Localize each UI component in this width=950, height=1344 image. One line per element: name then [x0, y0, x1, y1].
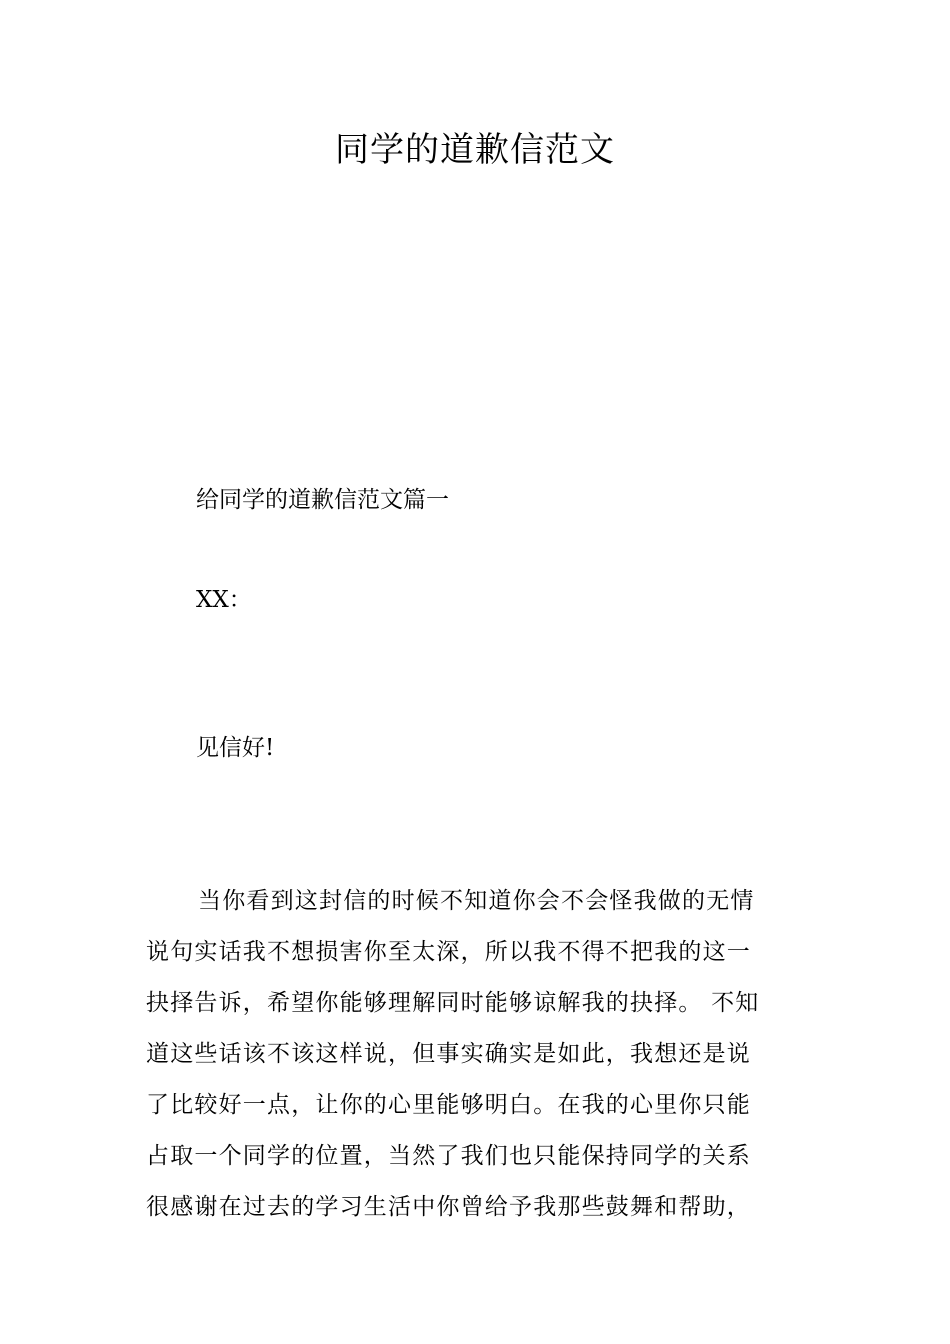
letter-greeting: 见信好!: [196, 735, 275, 761]
body-line: 占取一个同学的位置，当然了我们也只能保持同学的关系: [146, 1143, 751, 1169]
letter-body-paragraph: [146, 876, 806, 1233]
body-line: 道这些话该不该这样说，但事实确实是如此，我想还是说: [146, 1041, 751, 1067]
section-subtitle: 给同学的道歉信范文篇一: [196, 487, 449, 513]
document-title: 同学的道歉信范文: [335, 130, 615, 170]
body-line: 很感谢在过去的学习生活中你曾给予我那些鼓舞和帮助，: [146, 1194, 751, 1220]
body-line: 说句实话我不想损害你至太深，所以我不得不把我的这一: [146, 939, 751, 965]
letter-salutation: XX：: [196, 587, 252, 613]
body-line: 了比较好一点，让你的心里能够明白。在我的心里你只能: [146, 1092, 751, 1118]
body-line: 抉择告诉，希望你能够理解同时能够谅解我的抉择。 不知: [146, 990, 760, 1016]
body-line: 当你看到这封信的时候不知道你会不会怪我做的无情: [198, 888, 755, 914]
